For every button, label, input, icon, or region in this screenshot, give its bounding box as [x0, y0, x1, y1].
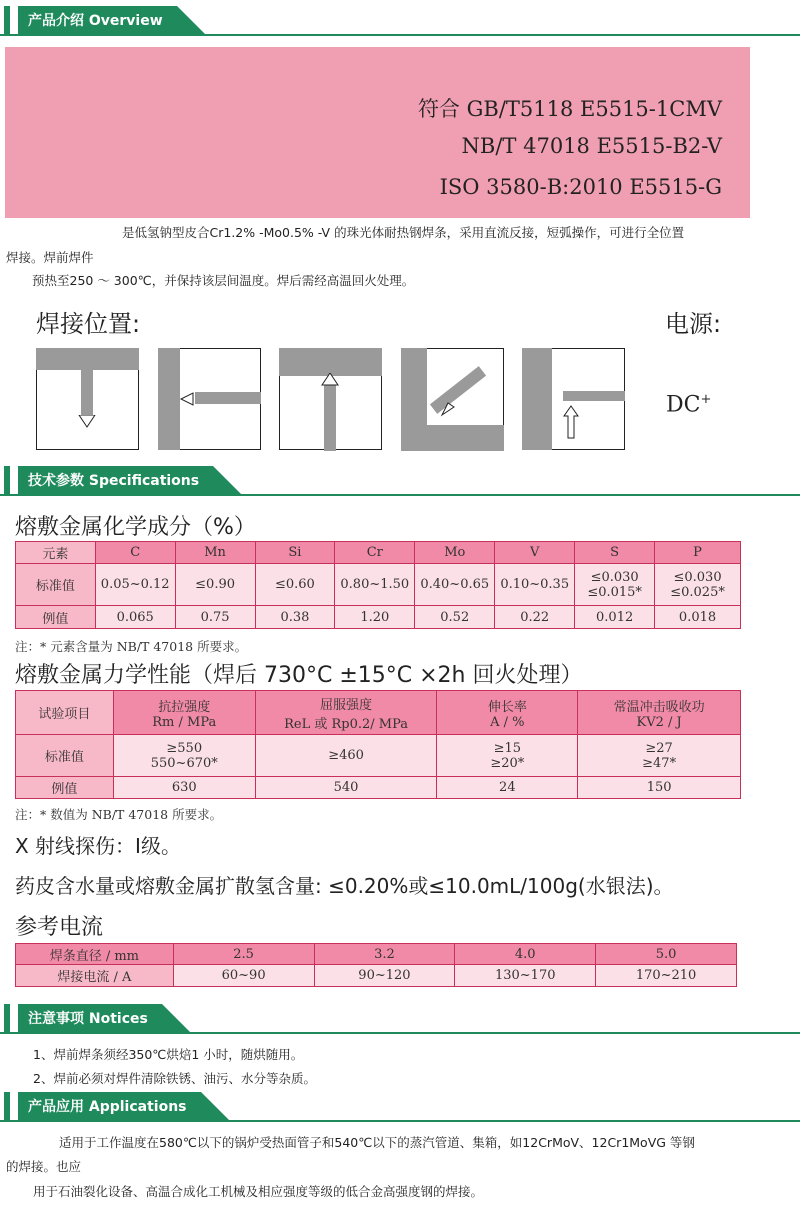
table-cell: 130~170	[455, 965, 596, 987]
table-cell: 标准值	[16, 735, 114, 777]
standard-line: ISO 3580-B:2010 E5515-G	[439, 175, 722, 199]
position-diagram-overhead	[279, 348, 382, 450]
table-cell: C	[95, 542, 175, 564]
table-cell: 0.10~0.35	[495, 564, 575, 606]
cell-line: ReL 或 Rp0.2/ MPa	[284, 716, 408, 732]
standards-banner	[5, 47, 750, 218]
table-cell: P	[655, 542, 741, 564]
table-cell: ≤0.90	[175, 564, 255, 606]
power-value	[666, 392, 711, 417]
table-cell	[437, 691, 578, 735]
section-underline	[0, 34, 800, 36]
section-underline	[0, 1032, 800, 1034]
table-cell	[437, 735, 578, 777]
cell-line: ≤0.030	[673, 569, 722, 585]
section-underline	[0, 1120, 800, 1122]
table-row	[16, 735, 741, 777]
table-cell: 0.22	[495, 606, 575, 629]
table-row	[16, 691, 741, 735]
section-marker	[4, 6, 10, 36]
chem-note: 注：* 元素含量为 NB/T 47018 所要求。	[15, 639, 248, 654]
power-type: DC	[666, 392, 701, 418]
section-header-overview	[0, 2, 800, 38]
table-cell: 170~210	[596, 965, 737, 987]
table-cell: 标准值	[16, 564, 96, 606]
table-cell: 元素	[16, 542, 96, 564]
cell-line: ≥27	[645, 740, 673, 756]
cell-line: 抗拉强度	[158, 699, 211, 715]
table-cell: 0.018	[655, 606, 741, 629]
position-diagram-horizontal	[158, 348, 261, 450]
applications-text: 适用于工作温度在580℃以下的锅炉受热面管子和540℃以下的蒸汽管道、集箱，如12CrMoV、12Cr1MoVG 等钢	[59, 1135, 695, 1150]
table-cell: V	[495, 542, 575, 564]
notice-item: 1、焊前焊条须经350℃烘焙1 小时，随烘随用。	[33, 1047, 304, 1062]
table-cell: 1.20	[335, 606, 415, 629]
table-cell	[578, 735, 741, 777]
table-cell: Mo	[415, 542, 495, 564]
section-marker	[4, 1092, 10, 1122]
xray-text: X 射线探伤：Ⅰ级。	[15, 834, 181, 858]
section-title: 产品应用 Applications	[18, 1092, 201, 1122]
table-cell: Mn	[175, 542, 255, 564]
position-diagram-flat	[36, 348, 139, 450]
mech-table	[15, 690, 741, 799]
table-cell: 90~120	[314, 965, 455, 987]
cell-line: 屈服强度	[320, 697, 373, 713]
table-cell: ≤0.60	[255, 564, 335, 606]
table-cell: 3.2	[314, 944, 455, 965]
table-cell: 0.012	[575, 606, 655, 629]
table-cell: 0.75	[175, 606, 255, 629]
table-cell: 0.80~1.50	[335, 564, 415, 606]
power-label: 电源:	[665, 310, 722, 338]
cell-line: KV2 / J	[636, 714, 682, 730]
table-row	[16, 777, 741, 799]
table-cell: 0.40~0.65	[415, 564, 495, 606]
cell-line: ≥47*	[642, 755, 677, 771]
overview-text: 预热至250 ～ 300℃，并保持该层间温度。焊后需经高温回火处理。	[32, 273, 415, 288]
section-header-applications	[0, 1088, 800, 1124]
table-row	[16, 542, 741, 564]
standard-line: 符合 GB/T5118 E5515-1CMV	[417, 97, 722, 121]
weld-arrow-icon	[320, 373, 340, 387]
cell-line: ≥15	[493, 740, 522, 756]
table-cell	[113, 735, 255, 777]
cell-line: 550~670*	[150, 755, 218, 771]
cell-line: A / %	[490, 714, 525, 730]
table-row	[16, 606, 741, 629]
standard-line: NB/T 47018 E5515-B2-V	[461, 134, 722, 158]
table-cell: 0.065	[95, 606, 175, 629]
section-title: 注意事项 Notices	[18, 1004, 162, 1034]
cell-line: ≤0.025*	[670, 584, 725, 600]
cell-line: 伸长率	[487, 699, 527, 715]
cell-line: Rm / MPa	[152, 714, 217, 730]
section-title: 产品介绍 Overview	[18, 6, 177, 36]
table-cell: 0.38	[255, 606, 335, 629]
section-underline	[0, 494, 800, 496]
table-cell	[575, 564, 655, 606]
mech-title: 熔敷金属力学性能（焊后 730°C ±15°C ×2h 回火处理）	[15, 663, 583, 688]
table-cell	[655, 564, 741, 606]
table-cell: 焊接电流 / A	[16, 965, 174, 987]
section-marker	[4, 466, 10, 496]
up-arrow-icon	[563, 405, 579, 439]
table-cell: Cr	[335, 542, 415, 564]
welding-position-label: 焊接位置:	[36, 310, 141, 338]
overview-text: 是低氢钠型皮合Cr1.2% -Mo0.5% -V 的珠光体耐热钢焊条，采用直流反接，短弧操作，可进行全位置	[122, 225, 685, 240]
table-cell	[113, 691, 255, 735]
table-cell: 540	[255, 777, 437, 799]
section-title: 技术参数 Specifications	[18, 466, 213, 496]
cell-line: ≤0.015*	[587, 584, 642, 600]
table-cell: 焊条直径 / mm	[16, 944, 174, 965]
overview-text: 焊接。焊前焊件	[6, 250, 94, 265]
applications-text: 用于石油裂化设备、高温合成化工机械及相应强度等级的低合金高强度钢的焊接。	[33, 1184, 484, 1199]
position-diagram-vertical	[522, 348, 625, 450]
table-cell: 例值	[16, 606, 96, 629]
weld-arrow-icon	[179, 391, 195, 407]
table-cell	[255, 691, 437, 735]
section-header-specs	[0, 462, 800, 498]
chem-title: 熔敷金属化学成分（%）	[15, 515, 256, 540]
position-diagram-fillet	[401, 348, 504, 450]
moisture-text: 药皮含水量或熔敷金属扩散氢含量: ≤0.20%或≤10.0mL/100g(水银法)。	[15, 874, 674, 898]
table-cell	[578, 691, 741, 735]
mech-note: 注：* 数值为 NB/T 47018 所要求。	[15, 807, 223, 822]
table-cell: S	[575, 542, 655, 564]
table-cell: 60~90	[173, 965, 314, 987]
table-cell: 4.0	[455, 944, 596, 965]
current-title: 参考电流	[15, 915, 104, 940]
chem-table	[15, 541, 741, 629]
table-row	[16, 944, 737, 965]
cell-line: ≥550	[166, 740, 203, 756]
table-cell: ≥460	[255, 735, 437, 777]
table-cell: 0.05~0.12	[95, 564, 175, 606]
section-header-notices	[0, 1000, 800, 1036]
power-polarity: +	[700, 392, 712, 407]
section-marker	[4, 1004, 10, 1034]
weld-arrow-icon	[440, 401, 456, 417]
table-cell: 150	[578, 777, 741, 799]
cell-line: 常温冲击吸收功	[613, 699, 705, 715]
notice-item: 2、焊前必须对焊件清除铁锈、油污、水分等杂质。	[33, 1071, 316, 1086]
table-cell: 5.0	[596, 944, 737, 965]
cell-line: ≤0.030	[590, 569, 639, 585]
table-cell: 0.52	[415, 606, 495, 629]
table-cell: 试验项目	[16, 691, 114, 735]
table-cell: Si	[255, 542, 335, 564]
applications-text: 的焊接。也应	[6, 1159, 82, 1174]
table-row	[16, 965, 737, 987]
cell-line: ≥20*	[490, 755, 525, 771]
table-cell: 24	[437, 777, 578, 799]
current-table	[15, 943, 737, 987]
table-row	[16, 564, 741, 606]
weld-arrow-icon	[77, 415, 97, 429]
table-cell: 630	[113, 777, 255, 799]
table-cell: 例值	[16, 777, 114, 799]
table-cell: 2.5	[173, 944, 314, 965]
